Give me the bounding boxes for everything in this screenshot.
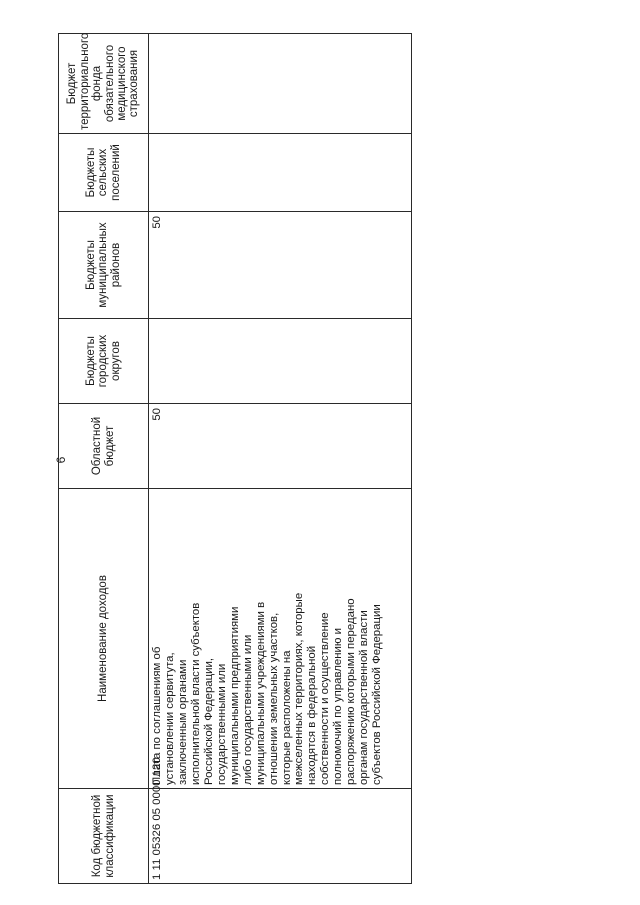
table-row	[149, 34, 412, 884]
revenue-name-line: муниципальными учреждениями в	[254, 601, 267, 785]
revenue-table-sheet	[58, 34, 412, 884]
header-revenue-name: Наименование доходов	[59, 489, 149, 789]
cell-municipal-districts: 50	[149, 212, 412, 319]
revenue-name-line: которые расположены на	[280, 650, 293, 785]
revenue-name-line: находятся в федеральной	[306, 645, 319, 785]
revenue-name-line: заключенным органами	[176, 659, 189, 785]
revenue-name-line: субъектов Российской Федерации	[371, 604, 384, 785]
revenue-name-line: Российской Федерации,	[202, 657, 215, 785]
revenue-name-line: установлении сервитута,	[163, 652, 176, 785]
revenue-name-line: распоряжению которыми передано	[345, 598, 358, 785]
header-regional-budget: Областной бюджет	[59, 404, 149, 489]
revenue-name-line: отношении земельных участков,	[267, 612, 280, 785]
header-rural-settlements: Бюджеты сельских поселений	[59, 134, 149, 212]
cell-budget-code: 1 11 05326 05 0000 120	[149, 789, 412, 884]
table-header-row	[59, 34, 149, 884]
cell-city-districts	[149, 319, 412, 404]
header-tfoms: Бюджет территориального фонда обязательного медицинского страхования	[59, 34, 149, 134]
revenue-table	[58, 33, 412, 884]
revenue-name-line: исполнительной власти субъектов	[189, 602, 202, 785]
revenue-name-line: муниципальными предприятиями	[228, 606, 241, 785]
revenue-name-line: собственности и осуществление	[319, 612, 332, 785]
revenue-name-line: Плата по соглашениям об	[151, 646, 163, 785]
header-municipal-districts: Бюджеты муниципальных районов	[59, 212, 149, 319]
revenue-name-line: либо государственными или	[241, 634, 254, 785]
cell-revenue-name	[149, 489, 412, 789]
cell-tfoms	[149, 34, 412, 134]
revenue-name-line: государственными или	[215, 663, 228, 785]
cell-rural-settlements	[149, 134, 412, 212]
revenue-name-line: межселенных территориях, которые	[293, 592, 306, 785]
cell-regional-budget: 50	[149, 404, 412, 489]
revenue-name-line: органам государственной власти	[358, 610, 371, 785]
revenue-name-line: полномочий по управлению и	[332, 628, 345, 785]
header-city-districts: Бюджеты городских округов	[59, 319, 149, 404]
header-budget-code: Код бюджетной классификации	[59, 789, 149, 884]
page-number: 6	[54, 456, 68, 464]
